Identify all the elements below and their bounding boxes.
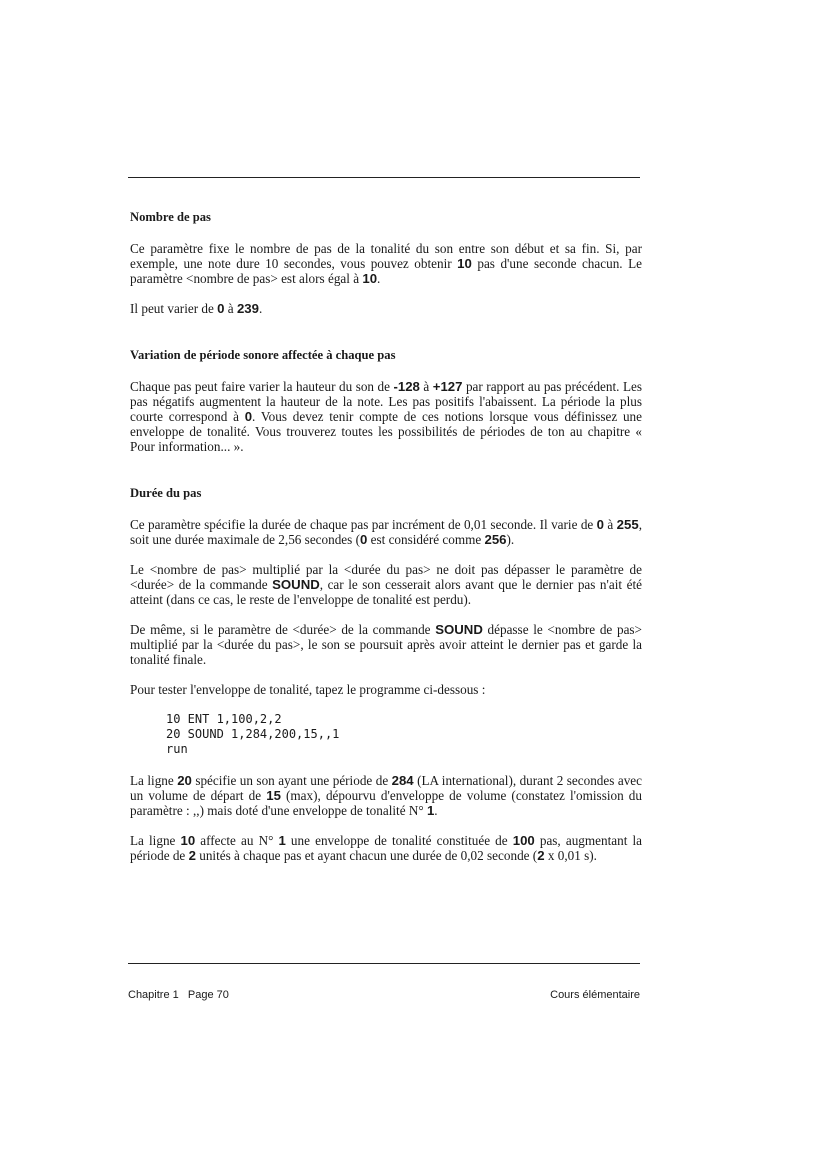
paragraph bbox=[130, 241, 642, 286]
value: 1 bbox=[426, 803, 435, 818]
value: 0 bbox=[217, 301, 225, 316]
section-heading: Variation de période sonore affectée à chaque pas bbox=[130, 348, 396, 362]
value: 20 bbox=[177, 773, 192, 788]
paragraph bbox=[130, 562, 642, 607]
text: Chaque pas peut faire varier la hauteur du son de bbox=[130, 379, 394, 394]
top-rule bbox=[128, 177, 640, 178]
text: spécifie un son ayant une période de bbox=[191, 773, 392, 788]
text: (LA international), durant 2 secondes avec un volume de départ de bbox=[130, 773, 642, 803]
paragraph bbox=[130, 301, 642, 316]
text: Ce paramètre spécifie la durée de chaque pas par incrément de 0,01 seconde. Il varie de bbox=[130, 517, 597, 532]
text: De même, si le paramètre de <durée> de la commande bbox=[130, 622, 436, 637]
keyword: SOUND bbox=[435, 622, 483, 637]
footer-chapter-page: Chapitre 1 Page 70 bbox=[128, 989, 229, 1001]
value: 10 bbox=[180, 833, 196, 848]
text: (max), dépourvu d'enveloppe de volume (constatez l'omission du paramètre : ,,) mais doté d'une enveloppe de tonalité N° bbox=[130, 788, 642, 818]
text: . Vous devez tenir compte de ces notions lorsque vous définissez une enveloppe de tonalité. Vous trouverez toutes les possibilités de périodes de ton au chapitre « Pour information... ». bbox=[130, 409, 642, 454]
value: 100 bbox=[512, 833, 535, 848]
paragraph bbox=[130, 517, 642, 547]
text: Le <nombre de pas> multiplié par la <durée du pas> ne doit pas dépasser le paramètre de <durée> de la commande bbox=[130, 562, 642, 592]
text: à bbox=[604, 517, 617, 532]
value: 0 bbox=[596, 517, 605, 532]
text: ). bbox=[506, 532, 515, 547]
text: affecte au N° bbox=[195, 833, 279, 848]
paragraph bbox=[130, 622, 642, 667]
code-line: run bbox=[166, 742, 188, 756]
text: Il peut varier de bbox=[130, 301, 218, 316]
text: pas d'une seconde chacun. Le paramètre <nombre de pas> est alors égal à bbox=[130, 256, 642, 286]
paragraph bbox=[130, 773, 642, 818]
code-line: 20 SOUND 1,284,200,15,,1 bbox=[166, 727, 340, 741]
text: à bbox=[224, 301, 237, 316]
text: , car le son cesserait alors avant que le dernier pas n'ait été atteint (dans ce cas, le reste de l'enveloppe de tonalité est perdu). bbox=[130, 577, 642, 607]
value: 2 bbox=[537, 848, 545, 863]
page-body bbox=[130, 210, 642, 878]
keyword: SOUND bbox=[272, 577, 320, 592]
value: 10 bbox=[457, 256, 472, 271]
text: pas, augmentant la période de bbox=[130, 833, 642, 863]
value: -128 bbox=[393, 379, 420, 394]
paragraph bbox=[130, 833, 642, 863]
page-footer bbox=[128, 989, 640, 1001]
section-heading: Nombre de pas bbox=[130, 210, 211, 224]
value: 284 bbox=[391, 773, 414, 788]
text: unités à chaque pas et ayant chacun une durée de 0,02 seconde ( bbox=[195, 848, 538, 863]
value: 239 bbox=[236, 301, 259, 316]
text: Ce paramètre fixe le nombre de pas de la tonalité du son entre son début et sa fin. Si, par exemple, une note dure 10 secondes, vous pouvez obtenir bbox=[130, 241, 642, 271]
code-block bbox=[166, 712, 642, 757]
text: . bbox=[377, 271, 381, 286]
value: 15 bbox=[266, 788, 281, 803]
code-line: 10 ENT 1,100,2,2 bbox=[166, 712, 282, 726]
value: 2 bbox=[188, 848, 196, 863]
paragraph bbox=[130, 379, 642, 454]
text: , soit une durée maximale de 2,56 secondes ( bbox=[130, 517, 642, 547]
text: dépasse le <nombre de pas> multiplié par la <durée du pas>, le son se poursuit après avoir atteint le dernier pas et garde la tonalité finale. bbox=[130, 622, 642, 667]
text: x 0,01 s). bbox=[544, 848, 597, 863]
text: une enveloppe de tonalité constituée de bbox=[285, 833, 513, 848]
value: 0 bbox=[359, 532, 368, 547]
text: La ligne bbox=[130, 773, 178, 788]
section-duree-du-pas bbox=[130, 486, 642, 863]
value: 255 bbox=[616, 517, 639, 532]
text: est considéré comme bbox=[367, 532, 485, 547]
value: 256 bbox=[484, 532, 507, 547]
bottom-rule bbox=[128, 963, 640, 964]
value: 10 bbox=[362, 271, 378, 286]
text: . bbox=[434, 803, 438, 818]
value: 0 bbox=[244, 409, 253, 424]
section-nombre-de-pas bbox=[130, 210, 642, 316]
paragraph: Pour tester l'enveloppe de tonalité, tapez le programme ci-dessous : bbox=[130, 682, 486, 697]
section-variation-periode bbox=[130, 348, 642, 454]
text: par rapport au pas précédent. Les pas négatifs augmentent la hauteur de la note. Les pas positifs l'abaissent. La période la plus courte correspond à bbox=[130, 379, 642, 424]
value: 1 bbox=[278, 833, 286, 848]
text: La ligne bbox=[130, 833, 181, 848]
value: +127 bbox=[432, 379, 463, 394]
footer-book-title: Cours élémentaire bbox=[550, 989, 640, 1001]
section-heading: Durée du pas bbox=[130, 486, 202, 500]
text: . bbox=[258, 301, 263, 316]
text: à bbox=[419, 379, 433, 394]
